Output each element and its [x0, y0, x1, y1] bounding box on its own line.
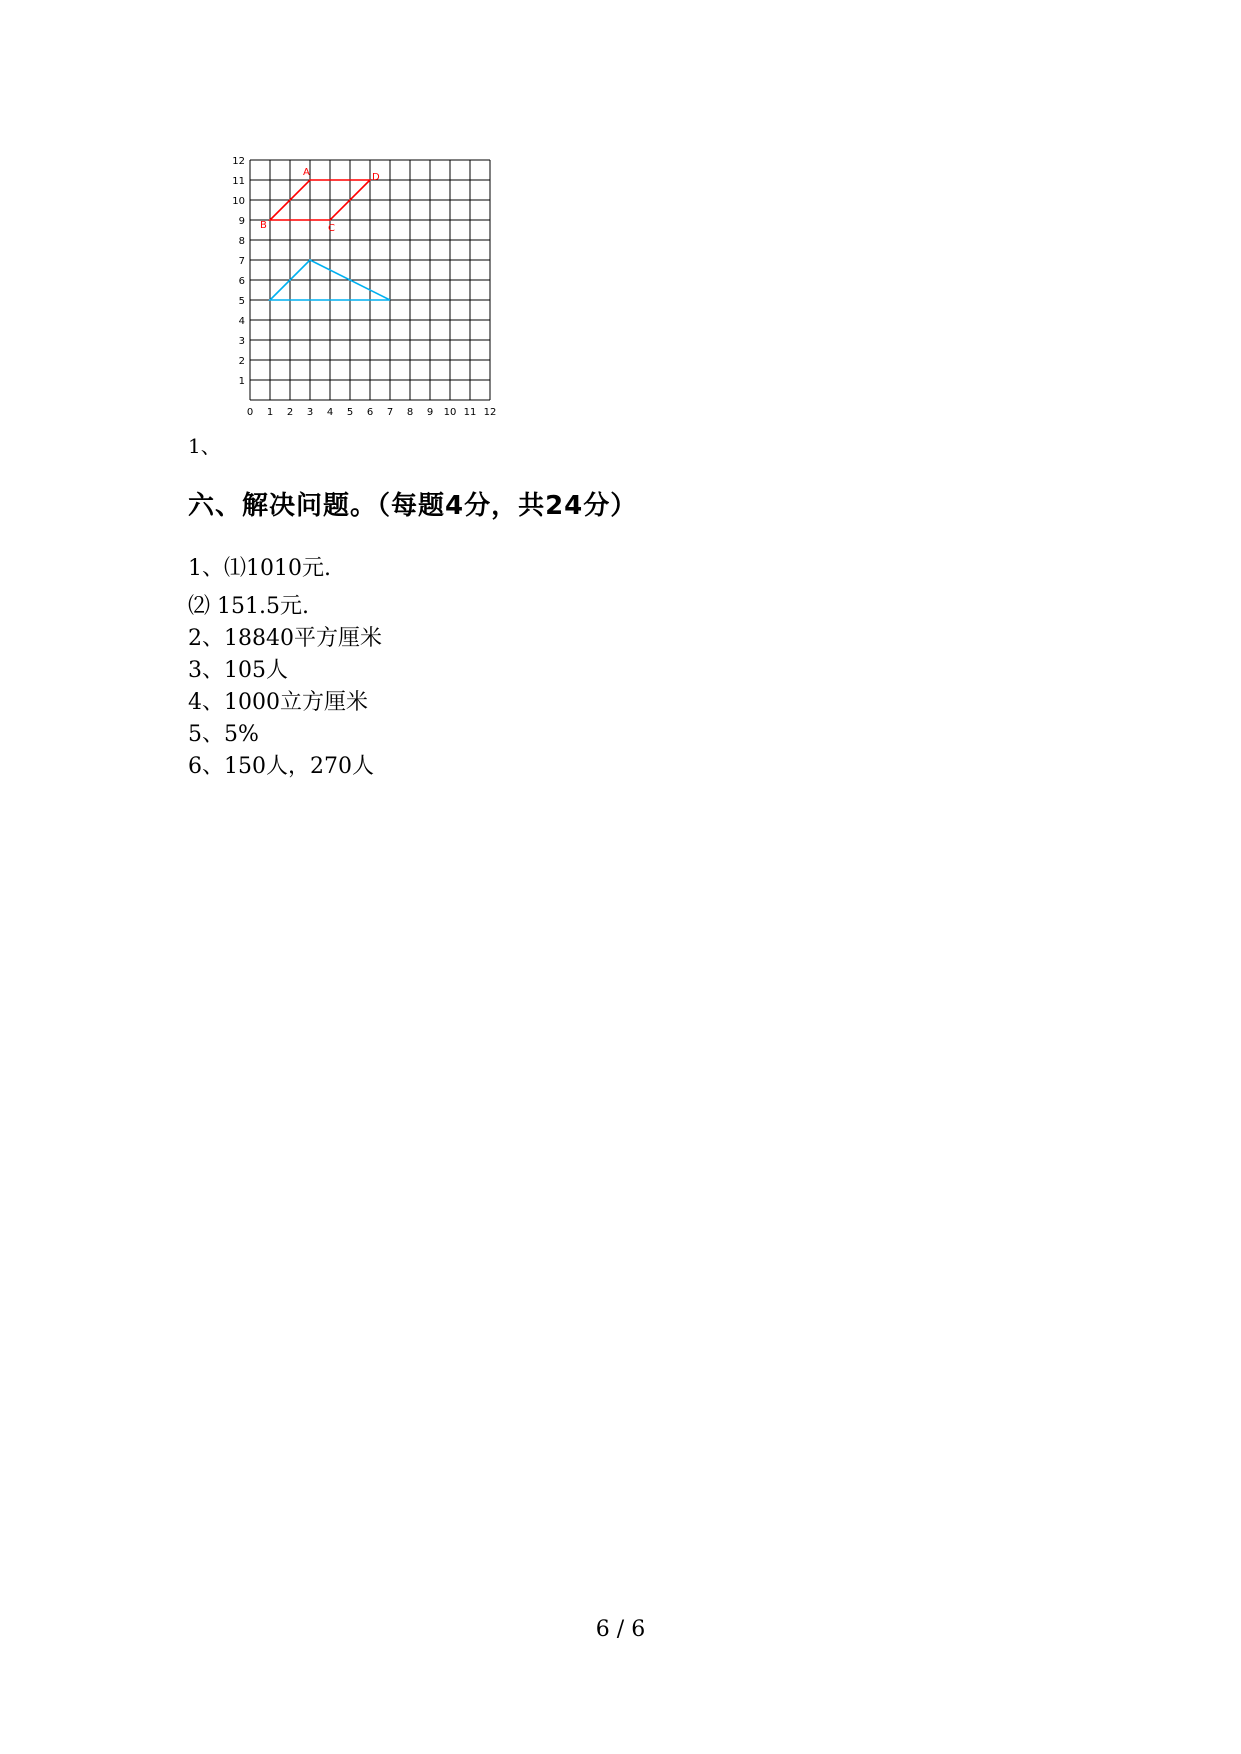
- vertex-label-c: C: [328, 223, 335, 234]
- y-tick-label: 11: [232, 176, 245, 187]
- y-tick-label: 1: [238, 376, 245, 387]
- y-tick-label: 5: [238, 296, 245, 307]
- x-tick-label: 4: [326, 407, 334, 418]
- x-tick-label: 1: [266, 407, 274, 418]
- x-tick-label: 8: [406, 407, 414, 418]
- answer-2: 2、18840平方厘米: [188, 626, 382, 651]
- figure-question-label: 1、: [188, 434, 221, 458]
- answer-1-part-1: 1、⑴1010元.: [188, 556, 331, 581]
- x-tick-label: 7: [386, 407, 394, 418]
- answer-4: 4、1000立方厘米: [188, 690, 368, 715]
- y-tick-label: 6: [238, 276, 245, 287]
- coordinate-grid-figure: [225, 156, 505, 418]
- y-tick-label: 4: [238, 316, 245, 327]
- grid-svg: [225, 156, 505, 418]
- answer-1-part-2: ⑵ 151.5元.: [188, 594, 309, 619]
- x-tick-label: 6: [366, 407, 374, 418]
- y-tick-label: 12: [232, 156, 245, 167]
- y-tick-label: 10: [232, 196, 245, 207]
- y-tick-label: 9: [238, 216, 245, 227]
- x-tick-label: 10: [443, 407, 457, 418]
- x-tick-label: 11: [463, 407, 477, 418]
- answer-list: [188, 553, 382, 783]
- x-tick-label: 12: [483, 407, 497, 418]
- y-tick-label: 2: [238, 356, 245, 367]
- answer-3: 3、105人: [188, 658, 288, 683]
- y-tick-label: 3: [238, 336, 245, 347]
- y-tick-label: 8: [238, 236, 245, 247]
- answer-5: 5、5%: [188, 722, 259, 747]
- x-tick-label: 2: [286, 407, 294, 418]
- vertex-label-d: D: [372, 172, 380, 183]
- vertex-label-b: B: [260, 220, 267, 231]
- vertex-label-a: A: [303, 167, 310, 178]
- x-tick-label: 3: [306, 407, 314, 418]
- answer-6: 6、150人，270人: [188, 754, 374, 779]
- y-tick-label: 7: [238, 256, 245, 267]
- page-number: 6 / 6: [595, 1617, 646, 1642]
- x-tick-label: 5: [346, 407, 354, 418]
- section-title: 六、解决问题。（每题4分，共24分）: [188, 491, 638, 521]
- x-tick-label: 0: [246, 407, 254, 418]
- x-tick-label: 9: [426, 407, 434, 418]
